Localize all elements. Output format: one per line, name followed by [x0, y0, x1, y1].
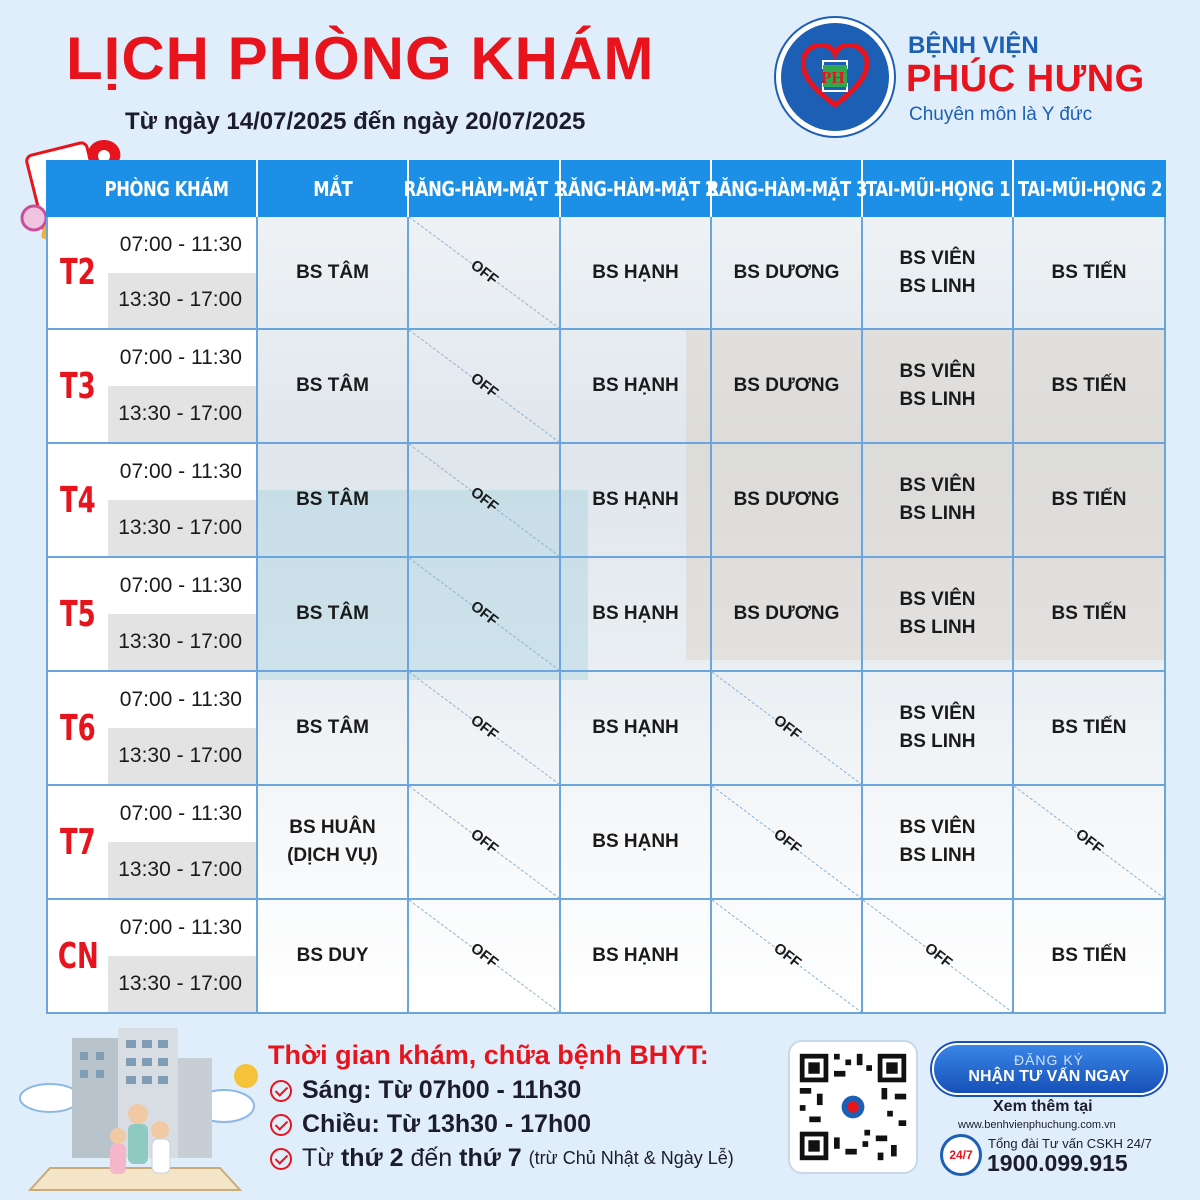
doctor-name: BS TIẾN: [1051, 945, 1127, 966]
off-label: OFF: [467, 369, 502, 402]
doctor-name: BS TIẾN: [1051, 375, 1127, 396]
check-circle-icon: [270, 1114, 292, 1136]
days-prefix: Từ: [302, 1144, 335, 1172]
doctor-cell: [561, 900, 712, 1012]
off-cell: [409, 558, 561, 670]
morning-shift: 07:00 - 11:30: [108, 444, 256, 500]
afternoon-shift: 13:30 - 17:00: [108, 386, 256, 442]
doctor-name: BS VIÊN BS LINH: [899, 589, 976, 638]
doctor-name: BS HẠNH: [592, 717, 679, 738]
column-header: MẮT: [258, 160, 409, 217]
days-from: thứ 2: [340, 1144, 404, 1172]
doctor-name: BS DƯƠNG: [733, 261, 840, 283]
register-line-2: NHẬN TƯ VẤN NGAY: [968, 1068, 1130, 1085]
table-row: [46, 444, 1166, 558]
doctor-cell: [1014, 330, 1166, 442]
doctor-cell: [1014, 672, 1166, 784]
doctor-name: BS TIẾN: [1051, 261, 1127, 283]
see-more-label: Xem thêm tại: [993, 1098, 1093, 1115]
off-label: OFF: [769, 711, 804, 744]
doctor-name: BS VIÊN BS LINH: [899, 817, 976, 866]
day-label: [46, 672, 108, 784]
off-cell: [712, 786, 863, 898]
morning-shift: 07:00 - 11:30: [108, 672, 256, 728]
off-cell: [1014, 786, 1166, 898]
doctor-cell: [561, 786, 712, 898]
doctor-cell: [258, 672, 409, 784]
off-cell: [712, 672, 863, 784]
off-cell: [409, 900, 561, 1012]
brand-line-1: BỆNH VIỆN: [908, 32, 1039, 59]
day-text: T5: [60, 593, 96, 635]
off-cell: [712, 900, 863, 1012]
check-circle-icon: [270, 1080, 292, 1102]
off-label: OFF: [769, 939, 804, 972]
doctor-name: BS DƯƠNG: [733, 603, 840, 624]
afternoon-shift: 13:30 - 17:00: [108, 614, 256, 670]
doctor-cell: [863, 786, 1014, 898]
doctor-cell: [863, 444, 1014, 556]
doctor-cell: [712, 330, 863, 442]
off-label: OFF: [467, 483, 502, 516]
morning-value: Từ 07h00 - 11h30: [378, 1076, 582, 1104]
morning-shift: 07:00 - 11:30: [108, 217, 256, 273]
logo-letters: PH: [821, 68, 845, 87]
doctor-cell: [258, 900, 409, 1012]
column-header: RĂNG-HÀM-MẶT 3: [712, 160, 863, 217]
morning-shift: 07:00 - 11:30: [108, 558, 256, 614]
afternoon-shift: 13:30 - 17:00: [108, 956, 256, 1012]
doctor-cell: [863, 217, 1014, 328]
day-text: T3: [60, 365, 96, 407]
off-label: OFF: [1072, 825, 1107, 858]
brand-name: PHÚC HƯNG: [906, 58, 1145, 100]
brand-tagline: Chuyên môn là Y đức: [909, 104, 1093, 125]
afternoon-shift: 13:30 - 17:00: [108, 842, 256, 898]
off-label: OFF: [467, 256, 502, 289]
doctor-cell: [258, 444, 409, 556]
shift-times: [108, 330, 258, 442]
days-note: (trừ Chủ Nhật & Ngày Lễ): [528, 1148, 734, 1168]
day-text: CN: [57, 935, 99, 977]
page-title: LỊCH PHÒNG KHÁM: [66, 25, 655, 92]
column-header: TAI-MŨI-HỌNG 2: [1014, 160, 1166, 217]
column-header: RĂNG-HÀM-MẶT 2: [561, 160, 712, 217]
off-label: OFF: [467, 825, 502, 858]
morning-shift: 07:00 - 11:30: [108, 786, 256, 842]
doctor-name: BS VIÊN BS LINH: [899, 361, 976, 410]
off-cell: [409, 786, 561, 898]
doctor-name: BS TIẾN: [1051, 603, 1127, 624]
register-line-1: ĐĂNG KÝ: [1013, 1052, 1084, 1068]
doctor-name: BS HUÂN (DỊCH VỤ): [287, 817, 378, 866]
doctor-name: BS HẠNH: [592, 261, 679, 283]
doctor-name: BS TIẾN: [1051, 717, 1127, 738]
off-label: OFF: [467, 939, 502, 972]
day-label: [46, 900, 108, 1012]
bhyt-morning: [270, 1076, 581, 1105]
doctor-cell: [1014, 900, 1166, 1012]
doctor-cell: [712, 217, 863, 328]
qr-code-icon: [796, 1050, 910, 1164]
day-text: T4: [60, 479, 96, 521]
doctor-name: BS HẠNH: [592, 603, 679, 624]
afternoon-label: Chiều:: [302, 1110, 380, 1138]
hotline-24-7-icon: 24/7: [940, 1134, 982, 1176]
doctor-name: BS TÂM: [296, 717, 369, 738]
bhyt-days: [270, 1144, 734, 1173]
hospital-logo: [776, 18, 894, 136]
table-row: [46, 672, 1166, 786]
doctor-name: BS TÂM: [296, 261, 369, 283]
off-cell: [409, 217, 561, 328]
off-label: OFF: [769, 825, 804, 858]
day-text: T7: [60, 821, 96, 863]
doctor-name: BS TÂM: [296, 489, 369, 510]
doctor-cell: [258, 558, 409, 670]
afternoon-shift: 13:30 - 17:00: [108, 500, 256, 556]
shift-times: [108, 786, 258, 898]
doctor-cell: [1014, 217, 1166, 328]
off-label: OFF: [467, 711, 502, 744]
hospital-illustration: [10, 1018, 260, 1196]
doctor-cell: [1014, 444, 1166, 556]
doctor-name: BS DƯƠNG: [733, 375, 840, 396]
doctor-name: BS DUY: [296, 945, 369, 966]
morning-shift: 07:00 - 11:30: [108, 900, 256, 956]
doctor-cell: [561, 330, 712, 442]
day-label: [46, 217, 108, 328]
day-text: T6: [60, 707, 96, 749]
doctor-name: BS HẠNH: [592, 831, 679, 852]
off-label: OFF: [467, 597, 502, 630]
qr-code[interactable]: [788, 1040, 918, 1174]
schedule-table: [46, 160, 1166, 1014]
doctor-cell: [561, 444, 712, 556]
column-header: TAI-MŨI-HỌNG 1: [863, 160, 1014, 217]
doctor-cell: [561, 558, 712, 670]
hotline-number[interactable]: 1900.099.915: [987, 1150, 1128, 1176]
doctor-name: BS TÂM: [296, 603, 369, 624]
table-row: [46, 786, 1166, 900]
date-range: Từ ngày 14/07/2025 đến ngày 20/07/2025: [125, 108, 586, 135]
doctor-name: BS VIÊN BS LINH: [899, 247, 976, 297]
doctor-cell: [258, 330, 409, 442]
doctor-cell: [863, 672, 1014, 784]
table-header-row: [46, 160, 1166, 217]
doctor-cell: [863, 330, 1014, 442]
column-header: RĂNG-HÀM-MẶT 1: [409, 160, 561, 217]
doctor-cell: [561, 672, 712, 784]
shift-times: [108, 558, 258, 670]
day-label: [46, 558, 108, 670]
shift-times: [108, 672, 258, 784]
table-row: [46, 217, 1166, 330]
register-consult-button[interactable]: [932, 1043, 1166, 1095]
day-label: [46, 786, 108, 898]
doctor-cell: [863, 558, 1014, 670]
morning-shift: 07:00 - 11:30: [108, 330, 256, 386]
morning-label: Sáng:: [302, 1076, 372, 1104]
off-cell: [409, 672, 561, 784]
bhyt-afternoon: [270, 1110, 591, 1139]
doctor-name: BS VIÊN BS LINH: [899, 475, 976, 524]
doctor-name: BS TÂM: [296, 375, 369, 396]
off-cell: [409, 330, 561, 442]
day-label: [46, 444, 108, 556]
day-label: [46, 330, 108, 442]
table-row: [46, 558, 1166, 672]
day-text: T2: [60, 252, 96, 293]
afternoon-shift: 13:30 - 17:00: [108, 273, 256, 329]
doctor-name: BS VIÊN BS LINH: [899, 703, 976, 752]
off-cell: [863, 900, 1014, 1012]
doctor-name: BS HẠNH: [592, 945, 679, 966]
hotline-label: Tổng đài Tư vấn CSKH 24/7: [988, 1136, 1152, 1151]
doctor-name: BS TIẾN: [1051, 489, 1127, 510]
days-mid: đến: [410, 1144, 453, 1172]
doctor-cell: [1014, 558, 1166, 670]
table-row: [46, 330, 1166, 444]
days-to: thứ 7: [459, 1144, 522, 1172]
doctor-cell: [258, 786, 409, 898]
doctor-name: BS HẠNH: [592, 489, 679, 510]
off-label: OFF: [920, 939, 955, 972]
doctor-cell: [258, 217, 409, 328]
doctor-cell: [712, 558, 863, 670]
bhyt-title: Thời gian khám, chữa bệnh BHYT:: [268, 1040, 709, 1070]
shift-times: [108, 900, 258, 1012]
doctor-name: BS HẠNH: [592, 375, 679, 396]
off-cell: [409, 444, 561, 556]
column-header: PHÒNG KHÁM: [46, 160, 258, 217]
shift-times: [108, 217, 258, 328]
doctor-cell: [712, 444, 863, 556]
afternoon-shift: 13:30 - 17:00: [108, 728, 256, 784]
table-row: [46, 900, 1166, 1014]
afternoon-value: Từ 13h30 - 17h00: [386, 1110, 592, 1138]
website-link[interactable]: www.benhvienphuchung.com.vn: [958, 1119, 1116, 1131]
doctor-cell: [561, 217, 712, 328]
check-circle-icon: [270, 1148, 292, 1170]
shift-times: [108, 444, 258, 556]
doctor-name: BS DƯƠNG: [733, 489, 840, 510]
